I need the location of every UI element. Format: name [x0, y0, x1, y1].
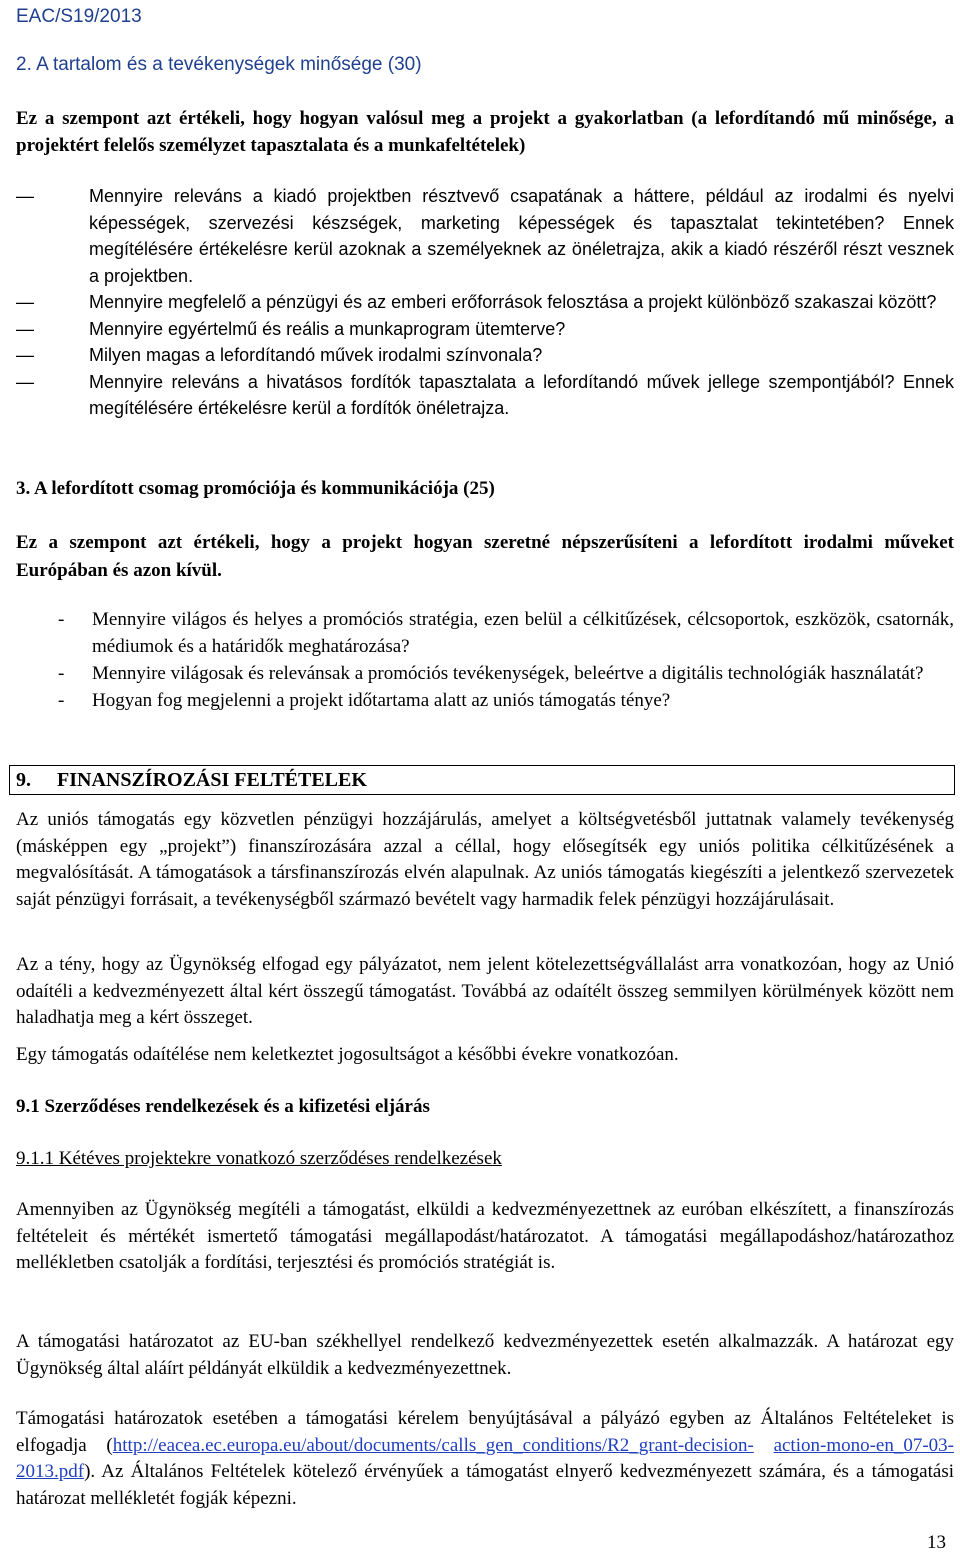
list-item-text: Mennyire világos és helyes a promóciós stratégia, ezen belül a célkitűzések, célcsoportok, eszközök, csatornák, médiumok és a határidők meghatározása?: [92, 609, 954, 657]
hyphen-bullet: -: [58, 663, 65, 684]
section-3-intro: Ez a szempont azt értékeli, hogy a projekt hogyan szeretné népszerűsíteni a lefordított irodalmi műveket Európában és azon kívül.: [16, 532, 954, 581]
section-3-criteria-list: [16, 606, 954, 714]
section-3-title: 3. A lefordított csomag promóciója és kommunikációja (25): [16, 478, 495, 499]
list-item-text: Hogyan fog megjelenni a projekt időtartama alatt az uniós támogatás ténye?: [92, 690, 671, 711]
paragraph-with-links: [16, 1406, 954, 1512]
list-item-text: Mennyire releváns a hivatásos fordítók tapasztalata a lefordítandó művek jellege szempontjából? Ennek megítélésére értékelésre kerül a fordítók önéletrajza.: [89, 371, 954, 418]
document-code: EAC/S19/2013: [16, 6, 142, 27]
list-item: [16, 660, 954, 687]
section-2-title: 2. A tartalom és a tevékenységek minősége (30): [16, 54, 422, 75]
list-item: [16, 687, 954, 714]
list-item: [16, 606, 954, 660]
list-item: [16, 316, 954, 343]
section-9-title: FINANSZÍROZÁSI FELTÉTELEK: [57, 769, 367, 791]
subsection-9-1-1-title: 9.1.1 Kétéves projektekre vonatkozó szerződéses rendelkezések: [16, 1148, 502, 1169]
list-item-text: Mennyire releváns a kiadó projektben résztvevő csapatának a háttere, például az irodalmi és nyelvi képességek, szervezési készségek, marketing képességek és tapasztalat tekintetében? Ennek megítélésére értékelésre kerül azoknak a személyeknek az önéletrajza, akik a kiadó részéről részt vesznek a projektben.: [89, 186, 954, 286]
general-conditions-link-continued[interactable]: action-mono-en_07-03-2013.pdf: [16, 1434, 955, 1482]
list-item-text: Mennyire megfelelő a pénzügyi és az emberi erőforrások felosztása a projekt különböző szakaszai között?: [89, 292, 937, 312]
section-9-number: 9.: [16, 769, 31, 791]
list-item: [16, 289, 954, 316]
page-number: 13: [927, 1532, 946, 1553]
paragraph-text: ). Az Általános Feltételek kötelező érvényűek a támogatást elnyerő kedvezményezett számára, és a támogatási határozat mellékletét fogják képezni.: [16, 1461, 954, 1509]
paragraph-text: Támogatási határozatok esetében a támogatási kérelem benyújtásával a pályázó egyben az Általános Feltételeket is elfogadja (: [16, 1408, 954, 1456]
paragraph: Egy támogatás odaítélése nem keletkeztet jogosultságot a későbbi évekre vonatkozóan.: [16, 1044, 679, 1065]
section-9-heading-box: [9, 765, 955, 795]
list-item-text: Mennyire világosak és relevánsak a promóciós tevékenységek, beleértve a digitális technológiák használatát?: [92, 663, 924, 684]
dash-bullet: —: [16, 371, 34, 392]
dash-bullet: —: [16, 186, 34, 206]
paragraph: Az a tény, hogy az Ügynökség elfogad egy pályázatot, nem jelent kötelezettségvállalást arra vonatkozóan, hogy az Unió odaítéli a kedvezményezett által kért összegű támogatást. Továbbá az odaítélt összeg semmilyen körülmények között nem haladhatja meg a kért összeget.: [16, 954, 954, 1028]
list-item: [16, 183, 954, 289]
dash-bullet: —: [16, 292, 34, 312]
paragraph: A támogatási határozatot az EU-ban székhellyel rendelkező kedvezményezettek esetén alkalmazzák. A határozat egy Ügynökség által aláírt példányát elküldik a kedvezményezettnek.: [16, 1331, 954, 1379]
list-item-text: Mennyire egyértelmű és reális a munkaprogram ütemterve?: [89, 318, 566, 339]
general-conditions-link[interactable]: http://eacea.ec.europa.eu/about/documents/calls_gen_conditions/R2_grant-decision-: [112, 1434, 754, 1456]
list-item-text: Milyen magas a lefordítandó művek irodalmi színvonala?: [89, 345, 543, 365]
subsection-9-1-title: 9.1 Szerződéses rendelkezések és a kifizetési eljárás: [16, 1096, 430, 1117]
list-item: [16, 369, 954, 422]
list-item: [16, 342, 954, 369]
hyphen-bullet: -: [58, 609, 65, 630]
dash-bullet: —: [16, 318, 34, 339]
paragraph: Az uniós támogatás egy közvetlen pénzügyi hozzájárulás, amelyet a költségvetésből juttatnak valamely tevékenység (másképpen egy „projekt”) finanszírozására azzal a céllal, hogy elősegítsék egy uniós politika célkitűzésének a megvalósítását. A támogatások a társfinanszírozás elvén alapulnak. Az uniós támogatás kiegészíti a jelentkező szervezetek saját pénzügyi forrásait, a tevékenységből származó bevételt vagy harmadik felek pénzügyi hozzájárulásait.: [16, 809, 954, 910]
hyphen-bullet: -: [58, 690, 65, 711]
section-2-intro: Ez a szempont azt értékeli, hogy hogyan valósul meg a projekt a gyakorlatban (a lefordítandó mű minősége, a projektért felelős személyzet tapasztalata és a munkafeltételek): [16, 108, 954, 156]
dash-bullet: —: [16, 345, 34, 365]
paragraph: Amennyiben az Ügynökség megítéli a támogatást, elküldi a kedvezményezettnek az euróban elkészített, a finanszírozás feltételeit és mértékét ismertető támogatási megállapodást/határozatot. A támogatási megállapodáshoz/határozathoz mellékletben csatolják a fordítási, terjesztési és promóciós stratégiát is.: [16, 1199, 954, 1273]
section-2-criteria-list: [16, 183, 954, 422]
